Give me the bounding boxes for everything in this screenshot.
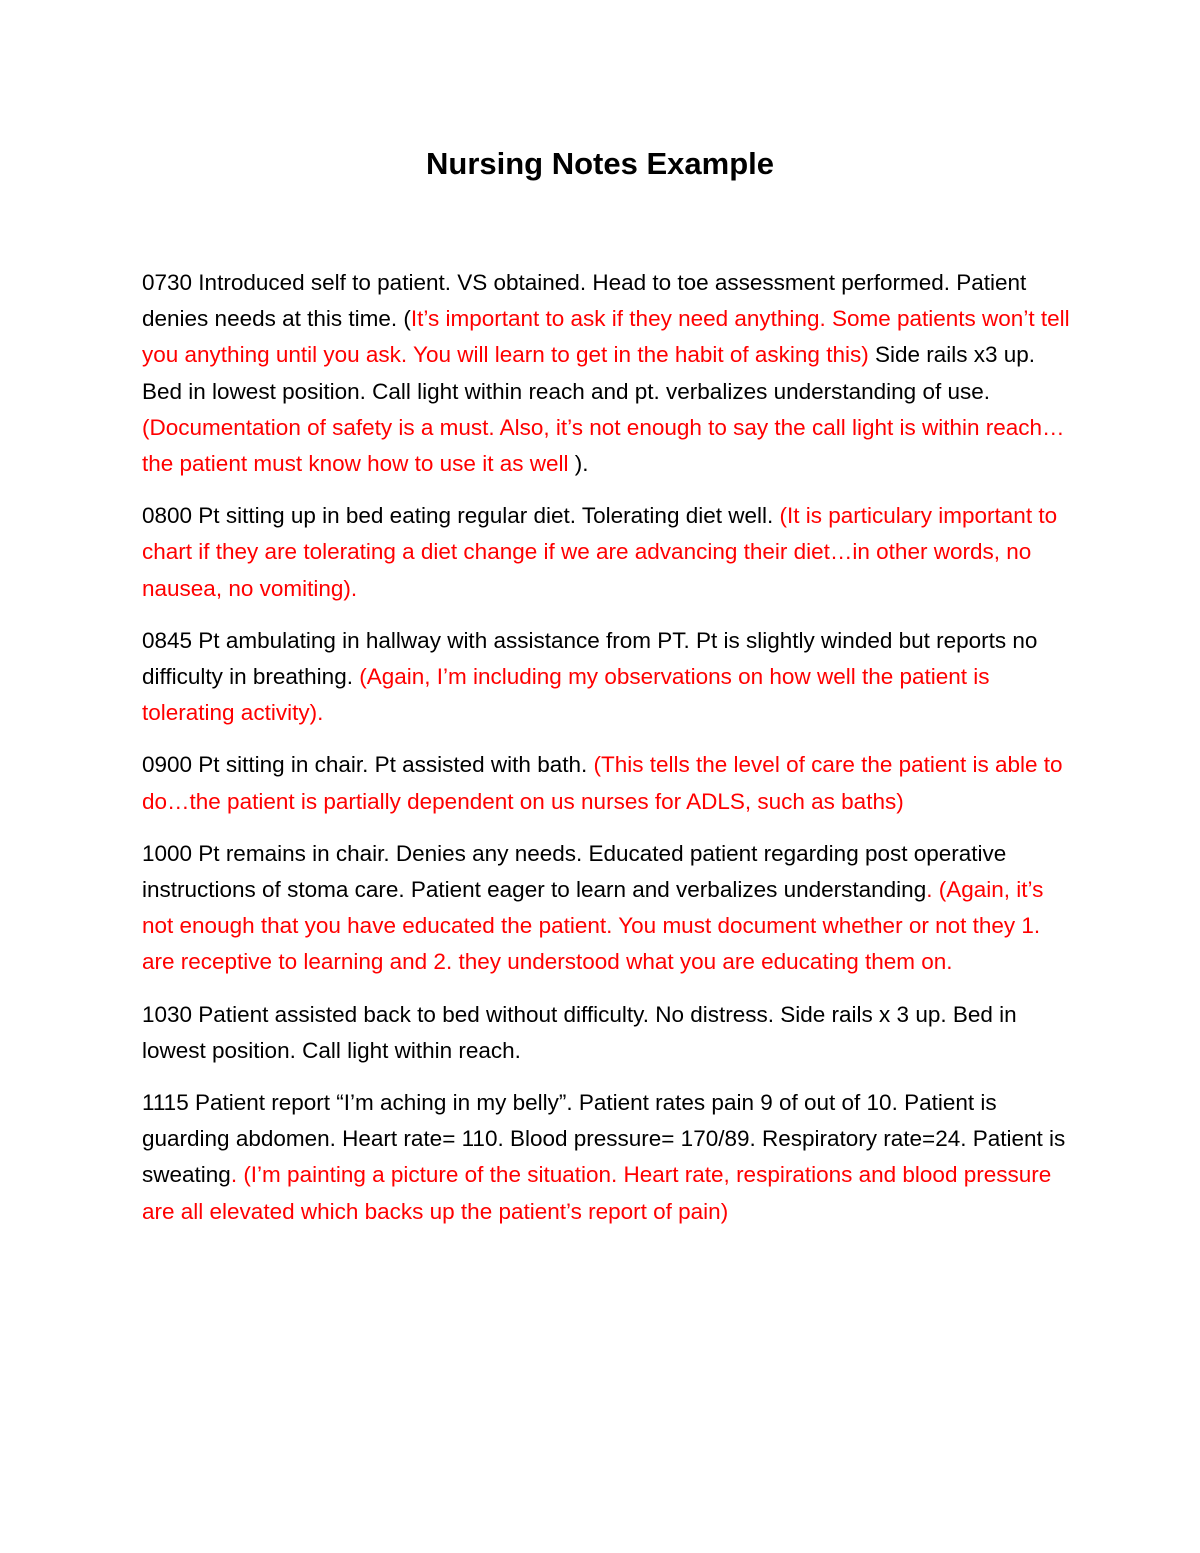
document-title: Nursing Notes Example bbox=[426, 146, 774, 181]
note-text: 0730 Introduced self to patient. VS obtained. Head to toe assessment performed. Patient denies needs at this time. ( bbox=[142, 270, 1027, 332]
note-text: 0800 Pt sitting up in bed eating regular diet. Tolerating diet well. bbox=[142, 503, 780, 529]
note-annotation: . (Again, it’s not enough that you have educated the patient. You must document whether or not they 1. are receptive to learning and 2. they understood what you are educating them on. bbox=[142, 877, 1044, 975]
note-text: 1000 Pt remains in chair. Denies any needs. Educated patient regarding post operative instructions of stoma care. Patient eager to learn and verbalizes understanding bbox=[142, 840, 1007, 903]
note-annotation: (It is particulary important to chart if they are tolerating a diet change if we are advancing their diet…in other words, no nausea, no vomiting). bbox=[142, 503, 1058, 601]
note-1000 bbox=[142, 836, 1072, 981]
note-0900 bbox=[142, 747, 1072, 819]
note-text: 1030 Patient assisted back to bed without difficulty. No distress. Side rails x 3 up. Bed in lowest position. Call light within reach. bbox=[142, 1001, 1017, 1063]
note-text: 0845 Pt ambulating in hallway with assistance from PT. Pt is slightly winded but reports no difficulty in breathing. bbox=[142, 627, 1038, 690]
note-annotation: It’s important to ask if they need anything. Some patients won’t tell you anything until you ask. You will learn to get in the habit of asking this) bbox=[142, 306, 1070, 368]
note-text: ). bbox=[574, 451, 589, 477]
note-annotation: (This tells the level of care the patient is able to do…the patient is partially dependent on us nurses for ADLS, such as baths) bbox=[142, 752, 1063, 814]
note-annotation: (Documentation of safety is a must. Also, it’s not enough to say the call light is within reach…the patient must know how to use it as well bbox=[142, 414, 1065, 477]
note-1030 bbox=[142, 997, 1072, 1069]
note-1115 bbox=[142, 1085, 1072, 1230]
note-annotation: . (I’m painting a picture of the situation. Heart rate, respirations and blood pressure are all elevated which backs up the patient’s report of pain) bbox=[142, 1162, 1052, 1224]
note-0845 bbox=[142, 623, 1072, 732]
note-text: 1115 Patient report “I’m aching in my belly”. Patient rates pain 9 of out of 10. Patient is guarding abdomen. Heart rate= 110. Blood pressure= 170/89. Respiratory rate=24. Patient is sweating bbox=[142, 1090, 1066, 1188]
note-text: Side rails x3 up. Bed in lowest position. Call light within reach and pt. verbalizes understanding of use. bbox=[142, 342, 1036, 404]
notes-body bbox=[142, 265, 1072, 1246]
note-annotation: (Again, I’m including my observations on how well the patient is tolerating activity). bbox=[142, 664, 990, 726]
note-0730 bbox=[142, 265, 1072, 482]
note-text: 0900 Pt sitting in chair. Pt assisted with bath. bbox=[142, 752, 594, 778]
note-0800 bbox=[142, 498, 1072, 607]
